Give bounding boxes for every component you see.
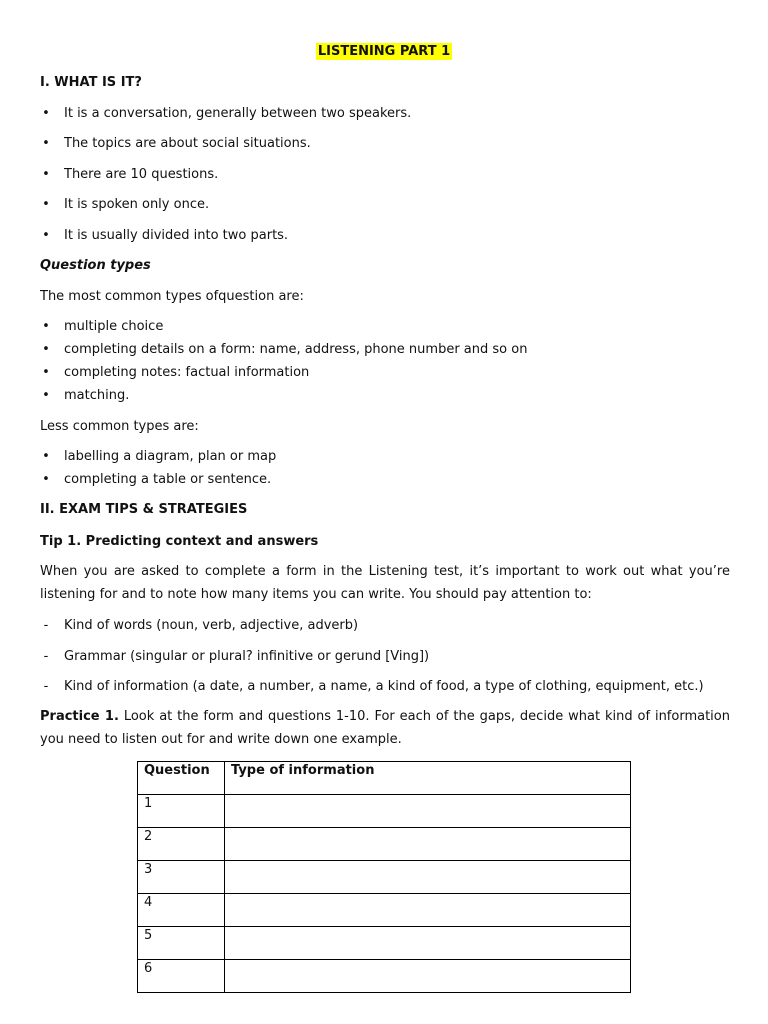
bullet-icon: • [42, 167, 50, 182]
list-item: There are 10 questions. [64, 167, 219, 182]
list-item: It is usually divided into two parts. [64, 228, 289, 243]
tip1-heading: Tip 1. Predicting context and answers [40, 534, 319, 549]
tip1-paragraph: When you are asked to complete a form in the Listening test, it’s important to work out what you’re listening for and to note how many items you can write. You should pay attention to: [40, 564, 730, 602]
answer-cell[interactable] [225, 927, 631, 960]
table-row [138, 795, 631, 828]
bullet-icon: • [42, 342, 50, 357]
table-row [138, 861, 631, 894]
page-title: LISTENING PART 1 [317, 44, 451, 59]
question-number: 6 [138, 960, 225, 993]
question-types-heading: Question types [40, 258, 151, 273]
question-number: 2 [138, 828, 225, 861]
table-row [138, 894, 631, 927]
list-item: The topics are about social situations. [64, 136, 311, 151]
answer-cell[interactable] [225, 894, 631, 927]
practice-text: Look at the form and questions 1-10. For each of the gaps, decide what kind of information you need to listen out for and write down one example. [40, 709, 730, 747]
less-common-intro: Less common types are: [40, 419, 199, 434]
table-row [138, 960, 631, 993]
question-types-intro: The most common types ofquestion are: [40, 289, 304, 304]
list-item: Kind of words (noun, verb, adjective, adverb) [64, 618, 359, 633]
question-table [137, 761, 631, 993]
bullet-icon: • [42, 106, 50, 121]
question-number: 5 [138, 927, 225, 960]
bullet-icon: • [42, 472, 50, 487]
bullet-icon: • [42, 319, 50, 334]
list-item: completing a table or sentence. [64, 472, 272, 487]
title-wrap [0, 44, 768, 59]
list-item: Grammar (singular or plural? infinitive or gerund [Ving]) [64, 649, 430, 664]
answer-cell[interactable] [225, 795, 631, 828]
list-item: matching. [64, 388, 130, 403]
table-header-row [138, 762, 631, 795]
section1-heading: I. WHAT IS IT? [40, 75, 142, 90]
dash-marker: - [43, 649, 49, 664]
dash-marker: - [43, 618, 49, 633]
list-item: Kind of information (a date, a number, a name, a kind of food, a type of clothing, equipment, etc.) [64, 679, 704, 694]
question-number: 3 [138, 861, 225, 894]
bullet-icon: • [42, 388, 50, 403]
list-item: completing details on a form: name, address, phone number and so on [64, 342, 528, 357]
list-item: It is spoken only once. [64, 197, 210, 212]
practice-paragraph [40, 705, 730, 751]
question-number: 4 [138, 894, 225, 927]
bullet-icon: • [42, 197, 50, 212]
answer-cell[interactable] [225, 828, 631, 861]
section2-heading: II. EXAM TIPS & STRATEGIES [40, 502, 248, 517]
answer-cell[interactable] [225, 861, 631, 894]
header-question: Question [138, 762, 225, 795]
list-item: multiple choice [64, 319, 164, 334]
practice-label: Practice 1. [40, 709, 119, 724]
bullet-icon: • [42, 228, 50, 243]
list-item: completing notes: factual information [64, 365, 310, 380]
list-item: It is a conversation, generally between two speakers. [64, 106, 412, 121]
table-row [138, 927, 631, 960]
list-item: labelling a diagram, plan or map [64, 449, 277, 464]
header-type: Type of information [225, 762, 631, 795]
question-number: 1 [138, 795, 225, 828]
answer-cell[interactable] [225, 960, 631, 993]
bullet-icon: • [42, 449, 50, 464]
bullet-icon: • [42, 365, 50, 380]
dash-marker: - [43, 679, 49, 694]
table-row [138, 828, 631, 861]
bullet-icon: • [42, 136, 50, 151]
